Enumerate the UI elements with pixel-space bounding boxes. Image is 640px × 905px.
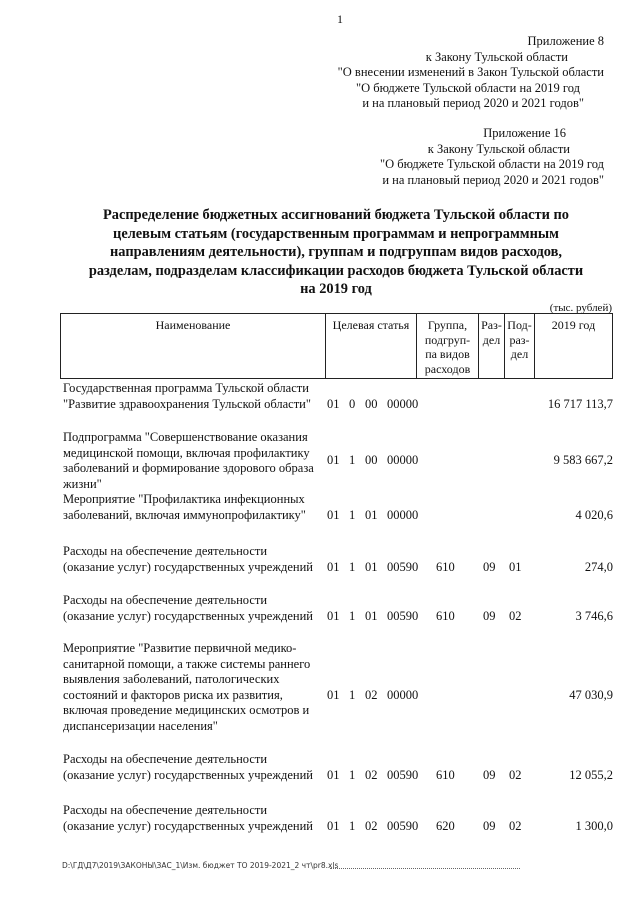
- units-label: (тыс. рублей): [549, 302, 612, 314]
- header-target-label: Целевая статья: [332, 318, 410, 332]
- header-section: [478, 313, 504, 379]
- code-subprogram: 0: [349, 396, 356, 411]
- row-name: [63, 544, 325, 575]
- header-group-line: па видов: [425, 347, 470, 361]
- row-amount: 9 583 667,2: [553, 453, 613, 467]
- table-header: [60, 313, 613, 379]
- row-name-line: медицинской помощи, включая профилактику: [63, 445, 310, 460]
- code-direction: 00000: [387, 453, 419, 467]
- code-subprogram: 1: [349, 453, 356, 467]
- row-name-line: выявления заболеваний, патологических: [63, 672, 280, 686]
- code-program: 01: [327, 818, 340, 833]
- header-target: [325, 313, 416, 379]
- row-name: [63, 641, 325, 734]
- code-group: 610: [436, 559, 455, 574]
- appendix-line: к Закону Тульской области: [427, 141, 570, 156]
- row-amount: 3 746,6: [575, 608, 613, 623]
- appendix-line: к Закону Тульской области: [425, 49, 568, 64]
- code-program: 01: [327, 396, 340, 411]
- code-section: 09: [483, 608, 496, 623]
- code-event: 00: [365, 453, 378, 467]
- header-year: [534, 313, 613, 379]
- code-program: 01: [327, 559, 340, 574]
- row-name-line: "Развитие здравоохранения Тульской области": [63, 396, 311, 411]
- row-name-line: Государственная программа Тульской области: [63, 381, 309, 395]
- document-title: [62, 206, 610, 299]
- code-event: 00: [365, 396, 378, 411]
- code-subprogram: 1: [349, 608, 356, 623]
- table-row: [63, 593, 613, 625]
- code-direction: 00590: [387, 818, 419, 833]
- code-direction: 00000: [387, 687, 419, 702]
- header-section-line: Раз-: [481, 318, 502, 332]
- code-group: 610: [436, 767, 455, 782]
- header-subsection: [504, 313, 534, 379]
- title-line: Распределение бюджетных ассигнований бюджета Тульской области по: [102, 207, 570, 223]
- code-subsection: 02: [509, 767, 522, 782]
- header-name-label: Наименование: [155, 318, 231, 332]
- code-subsection: 01: [509, 559, 522, 574]
- header-subsection-line: раз-: [509, 332, 530, 347]
- appendix-8-header: [338, 34, 604, 112]
- header-group: [416, 313, 478, 379]
- row-name-line: диспансеризации населения": [63, 718, 218, 733]
- row-name-line: заболеваний и формирование здорового образа: [63, 461, 314, 475]
- code-subprogram: 1: [349, 767, 356, 782]
- row-name-line: Расходы на обеспечение деятельности: [63, 752, 268, 766]
- code-group: 620: [436, 818, 455, 833]
- row-amount: 47 030,9: [569, 687, 613, 702]
- appendix-line: "О бюджете Тульской области на 2019 год: [380, 157, 604, 171]
- code-direction: 00000: [387, 396, 419, 411]
- row-name-line: санитарной помощи, а также системы раннего: [63, 656, 311, 671]
- title-line: целевым статьям (государственным программам и непрограммным: [113, 225, 559, 242]
- file-path-footer: D:\ГД\Д7\2019\ЗАКОНЫ\ЗАС_1\Изм. бюджет ТО 2019-2021_2 чт\pr8.xls: [62, 861, 339, 870]
- appendix-line: "О бюджете Тульской области на 2019 год: [356, 80, 580, 95]
- code-program: 01: [327, 767, 340, 782]
- code-group: 610: [436, 608, 455, 623]
- header-section-line: дел: [482, 332, 501, 347]
- page-number: 1: [337, 12, 343, 26]
- row-name-line: заболеваний, включая иммунопрофилактику": [63, 507, 306, 522]
- row-name: [63, 381, 325, 412]
- appendix-line: "О внесении изменений в Закон Тульской области: [337, 65, 604, 79]
- row-name: [63, 492, 325, 523]
- code-direction: 00590: [387, 767, 419, 782]
- row-name-line: состояний и факторов риска их развития,: [63, 687, 283, 702]
- appendix-line: и на плановый период 2020 и 2021 годов": [382, 172, 604, 187]
- row-name-line: включая проведение медицинских осмотров и: [63, 703, 310, 717]
- row-name-line: (оказание услуг) государственных учреждений: [63, 767, 313, 782]
- header-subsection-line: дел: [510, 347, 529, 361]
- code-event: 02: [365, 687, 378, 702]
- header-year-label: 2019 год: [551, 318, 596, 332]
- code-direction: 00590: [387, 559, 419, 574]
- row-amount: 4 020,6: [575, 507, 613, 522]
- row-name: [63, 430, 325, 492]
- header-group-line: расходов: [424, 361, 471, 376]
- header-subsection-line: Под-: [507, 318, 532, 332]
- code-subprogram: 1: [349, 818, 356, 833]
- code-section: 09: [483, 818, 496, 833]
- code-direction: 00000: [387, 507, 419, 522]
- table-row: [63, 641, 613, 734]
- code-subprogram: 1: [349, 507, 356, 522]
- header-group-line: Группа,: [427, 318, 468, 332]
- row-name-line: Мероприятие "Профилактика инфекционных: [63, 492, 305, 506]
- header-group-line: подгруп-: [424, 332, 471, 347]
- code-event: 01: [365, 559, 378, 574]
- code-subprogram: 1: [349, 687, 356, 702]
- row-amount: 274,0: [584, 559, 613, 574]
- code-event: 02: [365, 767, 378, 782]
- table-row: [63, 803, 613, 835]
- appendix-line: Приложение 8: [527, 34, 604, 48]
- appendix-line: и на плановый период 2020 и 2021 годов": [362, 96, 584, 110]
- row-name-line: Расходы на обеспечение деятельности: [63, 803, 268, 817]
- code-program: 01: [327, 608, 340, 623]
- table-row: [63, 752, 613, 784]
- title-line: разделам, подразделам классификации расходов бюджета Тульской области: [88, 262, 584, 279]
- appendix-16-header: [380, 126, 604, 188]
- title-line: направлениям деятельности), группам и подгруппам видов расходов,: [110, 244, 562, 260]
- code-event: 01: [365, 507, 378, 522]
- code-event: 01: [365, 608, 378, 623]
- code-section: 09: [483, 559, 496, 574]
- table-row: [63, 381, 613, 413]
- header-name: [60, 313, 325, 379]
- row-name: [63, 593, 325, 624]
- row-name-line: (оказание услуг) государственных учреждений: [63, 818, 313, 833]
- code-subprogram: 1: [349, 559, 356, 574]
- row-name-line: (оказание услуг) государственных учреждений: [63, 559, 313, 574]
- footer-divider: [330, 868, 520, 869]
- row-amount: 12 055,2: [569, 767, 613, 782]
- code-program: 01: [327, 453, 340, 467]
- row-name-line: Расходы на обеспечение деятельности: [63, 544, 268, 558]
- row-name-line: (оказание услуг) государственных учреждений: [63, 608, 313, 623]
- code-section: 09: [483, 767, 496, 782]
- code-event: 02: [365, 818, 378, 833]
- row-name: [63, 803, 325, 834]
- code-subsection: 02: [509, 818, 522, 833]
- appendix-line: Приложение 16: [483, 126, 566, 140]
- row-amount: 16 717 113,7: [547, 396, 613, 411]
- table-row: [63, 544, 613, 576]
- table-row: [63, 492, 613, 524]
- code-program: 01: [327, 687, 340, 702]
- row-name-line: Расходы на обеспечение деятельности: [63, 593, 268, 607]
- code-direction: 00590: [387, 608, 419, 623]
- title-line: на 2019 год: [300, 281, 372, 297]
- row-name: [63, 752, 325, 783]
- code-program: 01: [327, 507, 340, 522]
- row-name-line: жизни": [63, 476, 102, 491]
- row-amount: 1 300,0: [575, 818, 613, 833]
- row-name-line: Мероприятие "Развитие первичной медико-: [63, 641, 297, 655]
- code-subsection: 02: [509, 608, 522, 623]
- table-row: [63, 430, 613, 492]
- row-name-line: Подпрограмма "Совершенствование оказания: [63, 430, 308, 444]
